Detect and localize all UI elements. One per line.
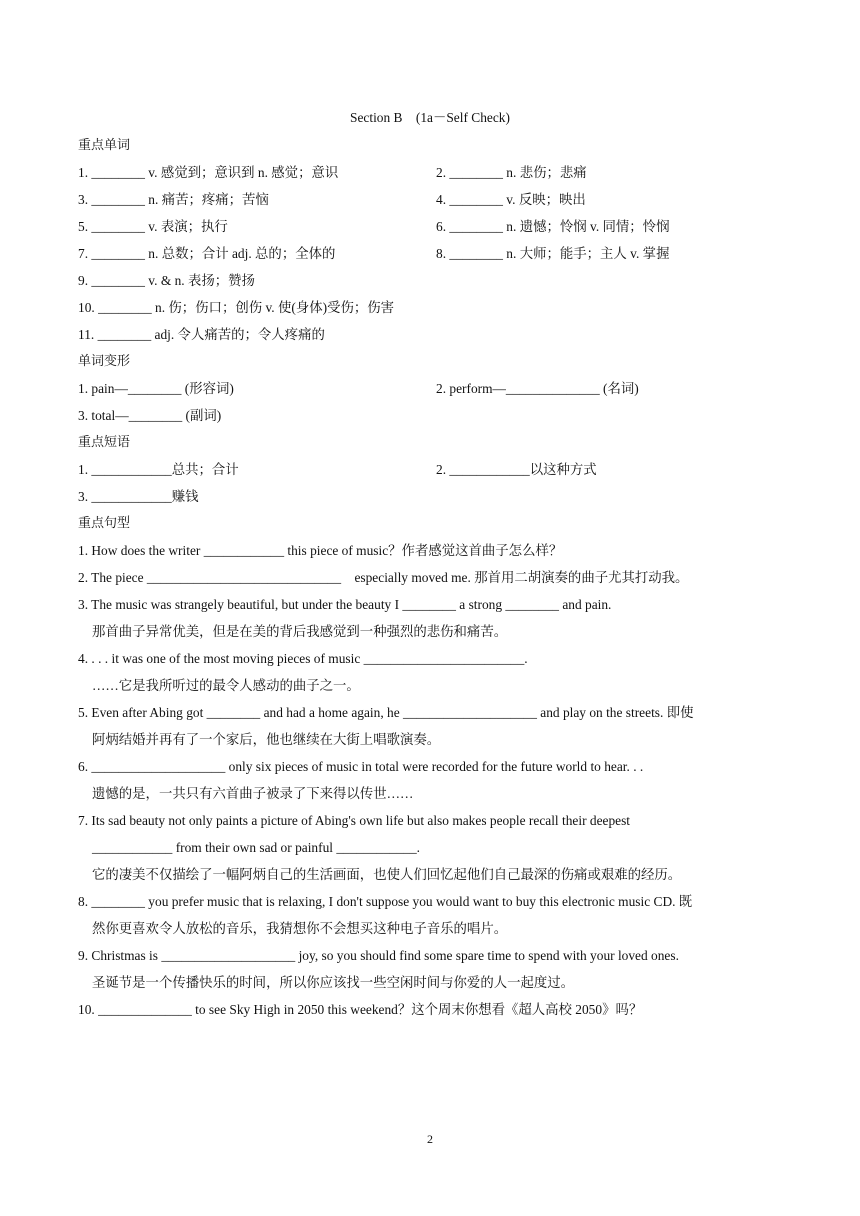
sentence-translation: 那首曲子异常优美，但是在美的背后我感觉到一种强烈的悲伤和痛苦。 [92,624,508,639]
word-item: 5. ________ v. 表演；执行 6. ________ n. 遗憾；怜悯 v. 同情；怜悯 [78,219,670,234]
heading-key-phrases: 重点短语 [78,435,131,450]
word-item: 9. ________ v. & n. 表扬；赞扬 [78,273,255,288]
phrase-item: 1. ____________总共；合计 2. ____________以这种方式 [78,462,597,477]
sentence-line: 5. Even after Abing got ________ and had a home again, he ____________________ and play on the streets. 即使 [78,705,694,720]
sentence-line: 3. The music was strangely beautiful, but under the beauty I ________ a strong ________ and pain. [78,597,612,612]
phrase-item: 3. ____________赚钱 [78,489,199,504]
sentence-line: 2. The piece _____________________________ especially moved me. 那首用二胡演奏的曲子尤其打动我。 [78,570,689,585]
heading-key-sentences: 重点句型 [78,516,131,531]
sentence-translation: 然你更喜欢令人放松的音乐，我猜想你不会想买这种电子音乐的唱片。 [92,921,508,936]
page-number: 2 [427,1132,433,1146]
form-item: 1. pain—________ (形容词) 2. perform—______________ (名词) [78,381,639,396]
word-item: 10. ________ n. 伤；伤口；创伤 v. 使(身体)受伤；伤害 [78,300,395,315]
heading-key-words: 重点单词 [78,138,131,153]
sentence-line: 10. ______________ to see Sky High in 2050 this weekend？这个周末你想看《超人高校 2050》吗？ [78,1002,643,1017]
sentence-line: 6. ____________________ only six pieces of music in total were recorded for the future world to hear. . . [78,759,644,774]
form-item: 3. total—________ (副词) [78,408,222,423]
sentence-line: ____________ from their own sad or painful ____________. [92,840,421,855]
word-item: 7. ________ n. 总数；合计 adj. 总的；全体的 8. ________ n. 大师；能手；主人 v. 掌握 [78,246,670,261]
section-title: Section B (1a－Self Check) [350,110,510,125]
sentence-line: 7. Its sad beauty not only paints a picture of Abing's own life but also makes people recall their deepest [78,813,631,828]
heading-word-forms: 单词变形 [78,354,131,369]
sentence-line: 1. How does the writer ____________ this piece of music？作者感觉这首曲子怎么样？ [78,543,563,558]
word-item: 3. ________ n. 痛苦；疼痛；苦恼 4. ________ v. 反映；映出 [78,192,586,207]
sentence-translation: 圣诞节是一个传播快乐的时间，所以你应该找一些空闲时间与你爱的人一起度过。 [92,975,575,990]
sentence-translation: 遗憾的是，一共只有六首曲子被录了下来得以传世…… [92,786,414,801]
sentence-translation: 它的凄美不仅描绘了一幅阿炳自己的生活画面，也使人们回忆起他们自己最深的伤痛或艰难的经历。 [92,867,682,882]
word-item: 11. ________ adj. 令人痛苦的；令人疼痛的 [78,327,325,342]
sentence-translation: 阿炳结婚并再有了一个家后，他也继续在大街上唱歌演奏。 [92,732,441,747]
word-item: 1. ________ v. 感觉到；意识到 n. 感觉；意识 2. ________ n. 悲伤；悲痛 [78,165,587,180]
sentence-line: 9. Christmas is ____________________ joy, so you should find some spare time to spend with your loved ones. [78,948,679,963]
sentence-line: 4. . . . it was one of the most moving pieces of music ________________________. [78,651,528,666]
sentence-translation: ……它是我所听过的最令人感动的曲子之一。 [92,678,360,693]
sentence-line: 8. ________ you prefer music that is relaxing, I don't suppose you would want to buy this electronic music CD. 既 [78,894,693,909]
